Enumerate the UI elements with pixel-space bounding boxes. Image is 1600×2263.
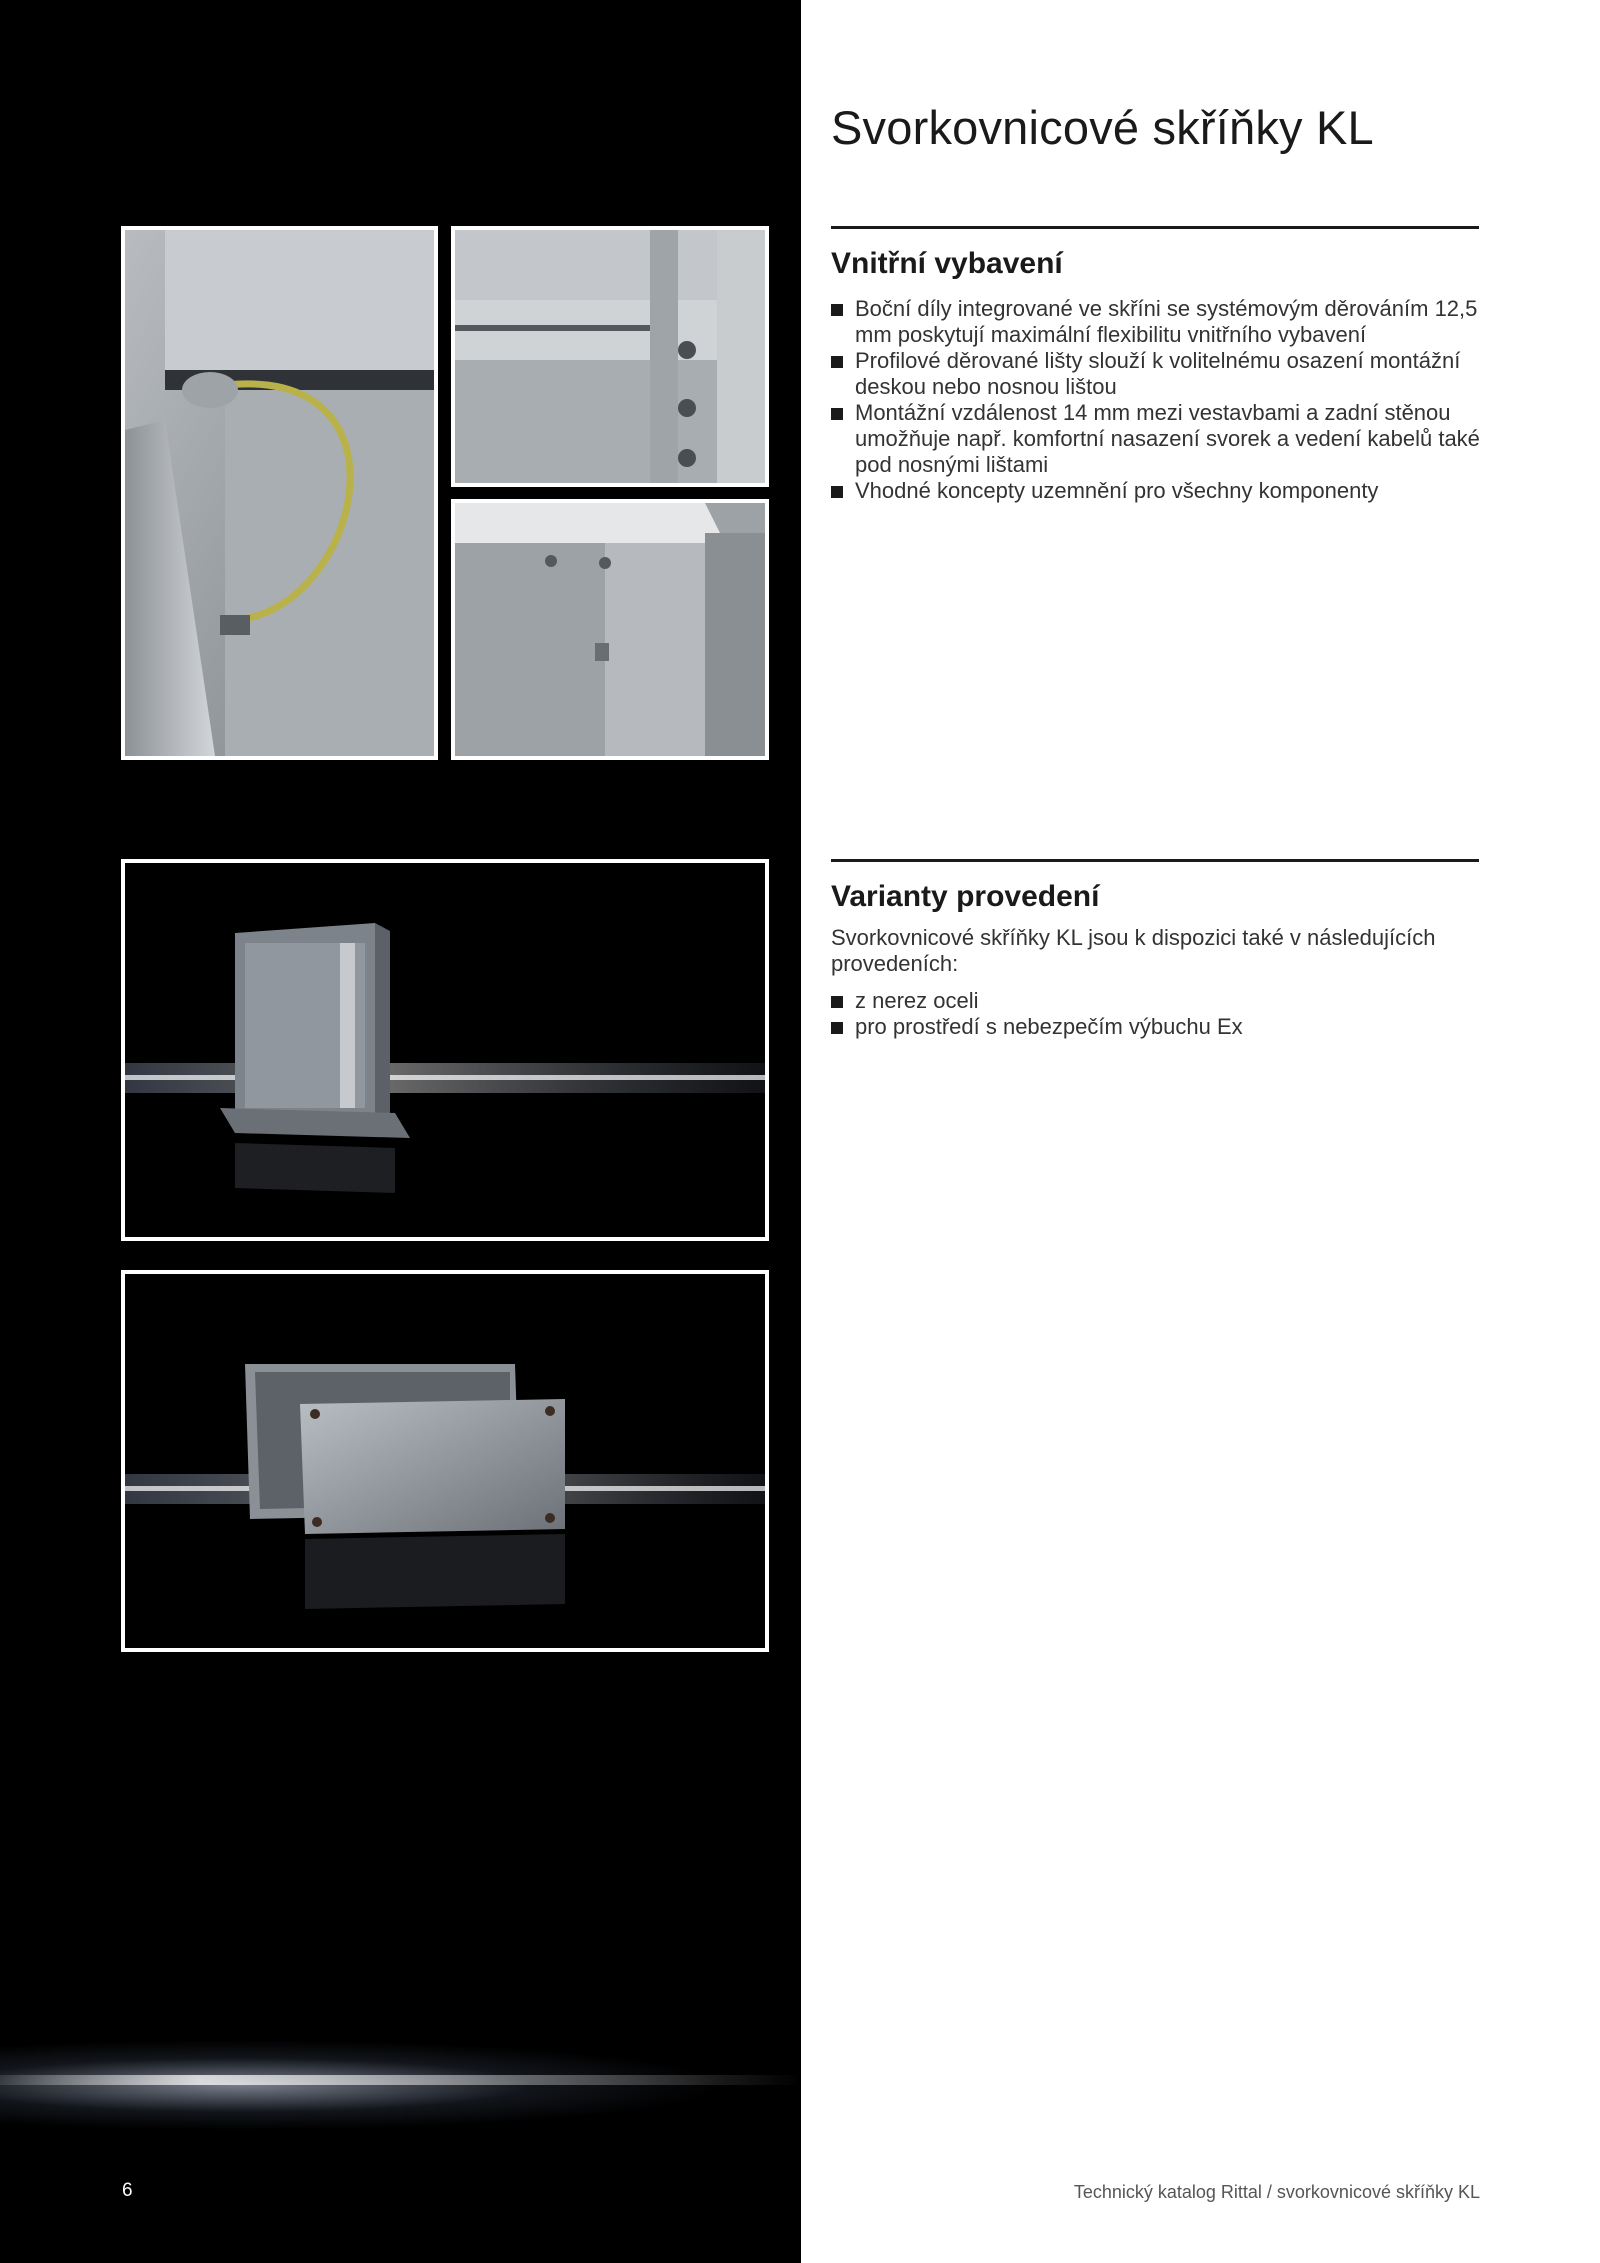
variants-intro: Svorkovnicové skříňky KL jsou k dispozici také v následujících provedeních: [831,925,1436,976]
variants-list [831,988,1481,1040]
list-item-text: z nerez oceli [855,988,979,1013]
photo-perforated-rail [451,226,769,487]
bullet-square-icon [831,304,843,316]
list-item-text: Vhodné koncepty uzemnění pro všechny komponenty [855,478,1379,503]
list-item [831,988,1481,1014]
list-item [831,1014,1481,1040]
page-number: 6 [122,2180,133,2201]
section-divider [831,226,1479,229]
photo-stainless-box [121,1270,769,1652]
list-item-text: Profilové děrované lišty slouží k volitelnému osazení montážní deskou nebo nosnou lištou [855,348,1461,399]
light-streak [0,2075,801,2085]
list-item-text: Montážní vzdálenost 14 mm mezi vestavbami a zadní stěnou umožňuje např. komfortní nasazení svorek a vedení kabelů také pod nosnými lištami [855,400,1480,477]
interior-feature-list [831,296,1481,504]
photo-enclosure-corner [451,499,769,760]
photo-terminal-box-open [121,859,769,1241]
bullet-square-icon [831,356,843,368]
section-heading-interior: Vnitřní vybavení [831,247,1063,280]
bullet-square-icon [831,1022,843,1034]
photo-grounding-cable [121,226,438,760]
page-title: Svorkovnicové skříňky KL [831,101,1374,154]
section-heading-variants: Varianty provedení [831,880,1100,913]
bullet-square-icon [831,408,843,420]
list-item [831,400,1481,478]
light-streak [0,2040,801,2130]
footer-text: Technický katalog Rittal / svorkovnicové skříňky KL [1073,2182,1480,2202]
list-item [831,348,1481,400]
list-item [831,478,1481,504]
list-item-text: pro prostředí s nebezpečím výbuchu Ex [855,1014,1243,1039]
list-item [831,296,1481,348]
right-text-panel [801,0,1600,2263]
section-divider [831,859,1479,862]
list-item-text: Boční díly integrované ve skříni se systémovým děrováním 12,5 mm poskytují maximální flexibilitu vnitřního vybavení [855,296,1478,347]
bullet-square-icon [831,486,843,498]
bullet-square-icon [831,996,843,1008]
